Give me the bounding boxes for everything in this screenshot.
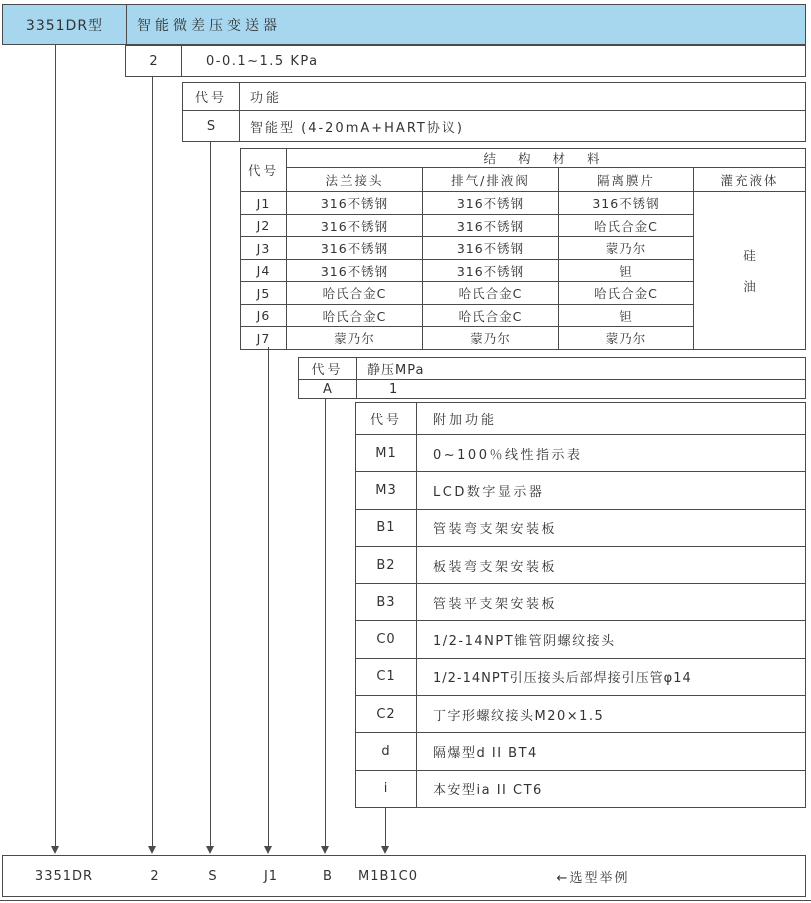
addon-row-label: 管装平支架安装板 xyxy=(416,584,805,620)
fill-fluid-line2: 油 xyxy=(743,278,756,294)
page-bottom-rule xyxy=(0,900,811,901)
addon-row-label: 丁字形螺纹接头M20×1.5 xyxy=(416,696,805,732)
material-diaphragm: 哈氏合金C xyxy=(559,215,694,237)
materials-code-header: 代号 xyxy=(241,149,287,192)
function-row-code: S xyxy=(206,118,216,134)
addon-row-label: 1/2-14NPT锥管阴螺纹接头 xyxy=(416,621,805,657)
material-diaphragm: 哈氏合金C xyxy=(559,282,694,305)
arrow-static xyxy=(321,846,329,854)
material-vent: 蒙乃尔 xyxy=(423,327,559,350)
addon-row-code: i xyxy=(383,781,389,797)
col-header-fill: 灌充液体 xyxy=(694,168,806,192)
col-header-flange: 法兰接头 xyxy=(287,168,423,192)
material-vent: 316不锈钢 xyxy=(423,192,559,215)
material-flange: 316不锈钢 xyxy=(287,237,423,260)
connector-line-static xyxy=(325,399,326,846)
arrow-model xyxy=(51,846,59,854)
addon-row-label: 本安型ia II CT6 xyxy=(416,771,805,807)
addon-row-code: M1 xyxy=(375,445,397,461)
addon-row-label: 隔爆型d II BT4 xyxy=(416,733,805,769)
arrow-function xyxy=(206,846,214,854)
list-item xyxy=(356,509,805,546)
static-row-value: 1 xyxy=(356,380,805,398)
example-model: 3351DR xyxy=(34,868,94,884)
addon-row-code: C2 xyxy=(376,706,396,722)
material-code: J7 xyxy=(241,327,287,350)
addon-row-code: d xyxy=(381,744,391,760)
fill-fluid-cell xyxy=(694,192,806,350)
col-header-diaphragm: 隔离膜片 xyxy=(559,168,694,192)
example-note: ←选型举例 xyxy=(556,870,630,886)
range-row xyxy=(125,45,806,77)
function-row-label: 智能型 (4-20mA+HART协议) xyxy=(239,111,805,141)
materials-group-header: 结 构 材 料 xyxy=(287,149,806,168)
material-vent: 哈氏合金C xyxy=(423,305,559,327)
addon-row-code: B1 xyxy=(376,520,396,536)
example-row xyxy=(2,855,806,897)
example-static-code: B xyxy=(323,868,333,884)
material-code: J2 xyxy=(241,215,287,237)
material-diaphragm: 钽 xyxy=(559,305,694,327)
addon-name-header: 附加功能 xyxy=(416,403,805,434)
model-code: 3351DR型 xyxy=(3,5,126,44)
material-vent: 316不锈钢 xyxy=(423,215,559,237)
addon-row-label: 0~100％线性指示表 xyxy=(416,435,805,471)
addon-row-code: B2 xyxy=(376,557,396,573)
connector-line-function xyxy=(210,141,211,846)
arrow-material xyxy=(264,846,272,854)
header-row xyxy=(2,4,806,45)
addon-row-label: 板装弯支架安装板 xyxy=(416,547,805,583)
example-material-code: J1 xyxy=(263,868,279,884)
connector-line-material xyxy=(268,347,269,846)
addon-row-code: C0 xyxy=(376,632,396,648)
addon-row-code: M3 xyxy=(375,482,397,498)
function-table xyxy=(182,82,806,142)
material-diaphragm: 蒙乃尔 xyxy=(559,237,694,260)
material-vent: 哈氏合金C xyxy=(423,282,559,305)
example-range-code: 2 xyxy=(150,868,160,884)
range-value: 0-0.1~1.5 KPa xyxy=(181,46,805,76)
material-flange: 316不锈钢 xyxy=(287,215,423,237)
material-diaphragm: 蒙乃尔 xyxy=(559,327,694,350)
material-vent: 316不锈钢 xyxy=(423,260,559,282)
material-flange: 316不锈钢 xyxy=(287,260,423,282)
material-flange: 哈氏合金C xyxy=(287,305,423,327)
product-name: 智能微差压变送器 xyxy=(126,5,805,44)
material-code: J3 xyxy=(241,237,287,260)
example-function-code: S xyxy=(208,868,218,884)
list-item xyxy=(356,620,805,657)
material-vent: 316不锈钢 xyxy=(423,237,559,260)
connector-line-model xyxy=(55,45,56,846)
static-name-header: 静压MPa xyxy=(356,358,805,379)
material-code: J1 xyxy=(241,192,287,215)
list-item xyxy=(356,583,805,620)
function-name-header: 功能 xyxy=(239,83,805,110)
material-diaphragm: 钽 xyxy=(559,260,694,282)
material-code: J4 xyxy=(241,260,287,282)
arrow-range xyxy=(148,846,156,854)
range-code: 2 xyxy=(149,53,158,69)
materials-table xyxy=(240,148,806,347)
addon-row-code: C1 xyxy=(376,669,396,685)
list-item xyxy=(356,434,805,471)
addon-row-label: 管装弯支架安装板 xyxy=(416,510,805,546)
static-code-header: 代号 xyxy=(311,363,344,378)
addon-code-header: 代号 xyxy=(369,413,402,428)
col-header-vent: 排气/排液阀 xyxy=(423,168,559,192)
addon-row-label: 1/2-14NPT引压接头后部焊接引压管φ14 xyxy=(416,659,805,695)
material-flange: 蒙乃尔 xyxy=(287,327,423,350)
function-code-header: 代号 xyxy=(194,91,227,106)
list-item xyxy=(356,471,805,508)
connector-line-range xyxy=(152,77,153,846)
fill-fluid-line1: 硅 xyxy=(743,247,756,263)
list-item xyxy=(356,695,805,732)
list-item xyxy=(356,546,805,583)
static-pressure-table xyxy=(298,357,806,399)
material-code: J6 xyxy=(241,305,287,327)
list-item xyxy=(356,658,805,695)
material-diaphragm: 316不锈钢 xyxy=(559,192,694,215)
list-item xyxy=(356,770,805,807)
arrow-addon xyxy=(381,846,389,854)
material-flange: 哈氏合金C xyxy=(287,282,423,305)
example-addon-code: M1B1C0 xyxy=(357,868,419,884)
addon-table xyxy=(355,402,806,808)
connector-line-addon xyxy=(385,808,386,846)
table-row xyxy=(241,192,806,215)
addon-row-code: B3 xyxy=(376,594,396,610)
addon-row-label: LCD数字显示器 xyxy=(416,472,805,508)
list-item xyxy=(356,732,805,769)
material-flange: 316不锈钢 xyxy=(287,192,423,215)
static-row-code: A xyxy=(323,381,332,397)
material-code: J5 xyxy=(241,282,287,305)
